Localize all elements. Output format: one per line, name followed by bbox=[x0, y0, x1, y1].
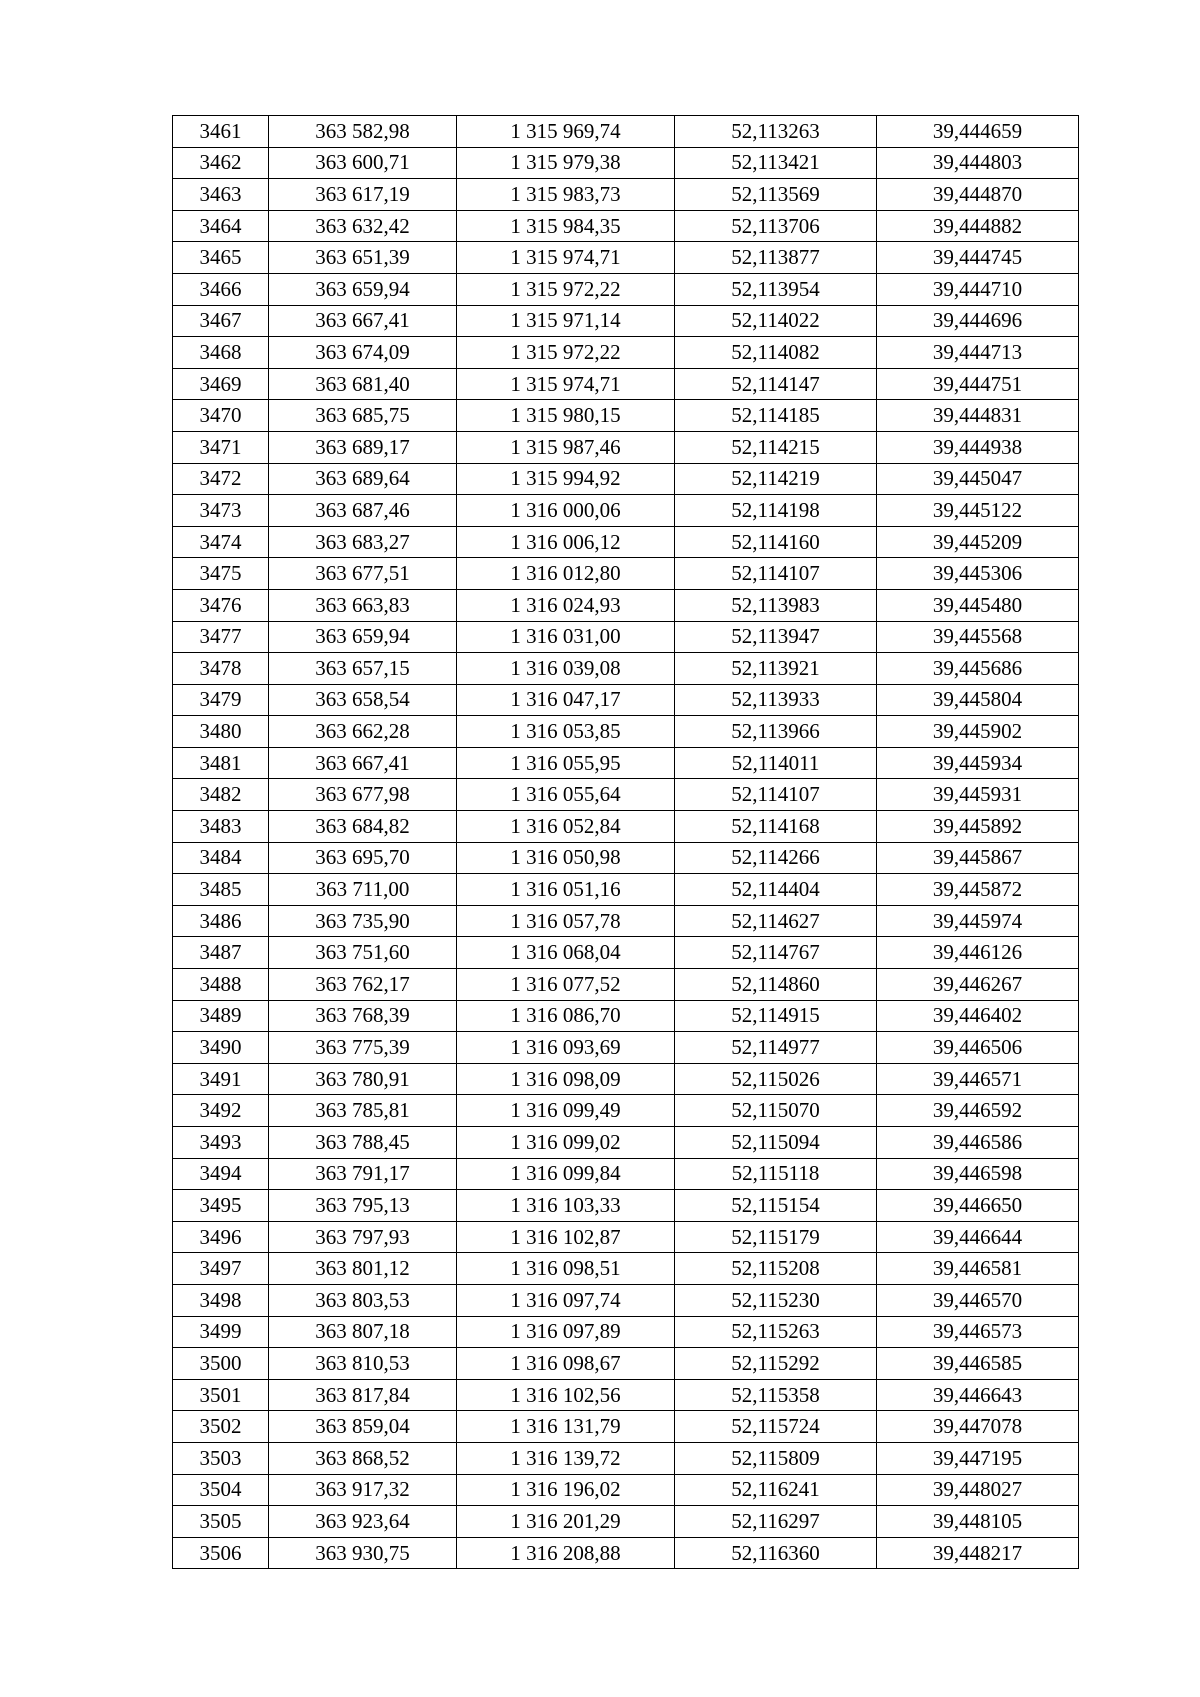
longitude-cell: 39,446573 bbox=[877, 1316, 1079, 1348]
y-coordinate-cell: 1 316 050,98 bbox=[457, 842, 675, 874]
table-row bbox=[173, 1127, 1079, 1159]
table-row bbox=[173, 1253, 1079, 1285]
x-coordinate-cell: 363 751,60 bbox=[269, 937, 457, 969]
x-coordinate-cell: 363 658,54 bbox=[269, 684, 457, 716]
point-number-cell: 3500 bbox=[173, 1348, 269, 1380]
latitude-cell: 52,114147 bbox=[675, 368, 877, 400]
y-coordinate-cell: 1 315 980,15 bbox=[457, 400, 675, 432]
longitude-cell: 39,444751 bbox=[877, 368, 1079, 400]
table-row bbox=[173, 779, 1079, 811]
table-row bbox=[173, 1316, 1079, 1348]
y-coordinate-cell: 1 316 057,78 bbox=[457, 905, 675, 937]
y-coordinate-cell: 1 316 196,02 bbox=[457, 1474, 675, 1506]
x-coordinate-cell: 363 859,04 bbox=[269, 1411, 457, 1443]
point-number-cell: 3492 bbox=[173, 1095, 269, 1127]
table-row bbox=[173, 400, 1079, 432]
point-number-cell: 3475 bbox=[173, 558, 269, 590]
x-coordinate-cell: 363 674,09 bbox=[269, 337, 457, 369]
point-number-cell: 3476 bbox=[173, 589, 269, 621]
y-coordinate-cell: 1 316 055,95 bbox=[457, 747, 675, 779]
y-coordinate-cell: 1 316 099,02 bbox=[457, 1127, 675, 1159]
x-coordinate-cell: 363 659,94 bbox=[269, 621, 457, 653]
point-number-cell: 3493 bbox=[173, 1127, 269, 1159]
table-row bbox=[173, 684, 1079, 716]
point-number-cell: 3480 bbox=[173, 716, 269, 748]
x-coordinate-cell: 363 930,75 bbox=[269, 1537, 457, 1569]
longitude-cell: 39,445686 bbox=[877, 653, 1079, 685]
point-number-cell: 3482 bbox=[173, 779, 269, 811]
point-number-cell: 3495 bbox=[173, 1190, 269, 1222]
point-number-cell: 3471 bbox=[173, 431, 269, 463]
y-coordinate-cell: 1 316 131,79 bbox=[457, 1411, 675, 1443]
x-coordinate-cell: 363 663,83 bbox=[269, 589, 457, 621]
point-number-cell: 3485 bbox=[173, 874, 269, 906]
latitude-cell: 52,115094 bbox=[675, 1127, 877, 1159]
y-coordinate-cell: 1 315 987,46 bbox=[457, 431, 675, 463]
table-row bbox=[173, 969, 1079, 1001]
table-row bbox=[173, 1000, 1079, 1032]
y-coordinate-cell: 1 315 969,74 bbox=[457, 116, 675, 148]
table-row bbox=[173, 1221, 1079, 1253]
x-coordinate-cell: 363 788,45 bbox=[269, 1127, 457, 1159]
latitude-cell: 52,113983 bbox=[675, 589, 877, 621]
latitude-cell: 52,115809 bbox=[675, 1442, 877, 1474]
x-coordinate-cell: 363 600,71 bbox=[269, 147, 457, 179]
table-row bbox=[173, 526, 1079, 558]
table-row bbox=[173, 621, 1079, 653]
longitude-cell: 39,446644 bbox=[877, 1221, 1079, 1253]
table-row bbox=[173, 874, 1079, 906]
longitude-cell: 39,445867 bbox=[877, 842, 1079, 874]
table-row bbox=[173, 811, 1079, 843]
point-number-cell: 3501 bbox=[173, 1379, 269, 1411]
longitude-cell: 39,444870 bbox=[877, 179, 1079, 211]
longitude-cell: 39,446571 bbox=[877, 1063, 1079, 1095]
latitude-cell: 52,114022 bbox=[675, 305, 877, 337]
latitude-cell: 52,113421 bbox=[675, 147, 877, 179]
table-row bbox=[173, 1284, 1079, 1316]
point-number-cell: 3504 bbox=[173, 1474, 269, 1506]
latitude-cell: 52,115724 bbox=[675, 1411, 877, 1443]
latitude-cell: 52,114198 bbox=[675, 495, 877, 527]
longitude-cell: 39,445931 bbox=[877, 779, 1079, 811]
y-coordinate-cell: 1 316 098,51 bbox=[457, 1253, 675, 1285]
longitude-cell: 39,445974 bbox=[877, 905, 1079, 937]
x-coordinate-cell: 363 632,42 bbox=[269, 210, 457, 242]
latitude-cell: 52,113706 bbox=[675, 210, 877, 242]
latitude-cell: 52,114082 bbox=[675, 337, 877, 369]
y-coordinate-cell: 1 316 012,80 bbox=[457, 558, 675, 590]
point-number-cell: 3472 bbox=[173, 463, 269, 495]
table-row bbox=[173, 305, 1079, 337]
point-number-cell: 3481 bbox=[173, 747, 269, 779]
x-coordinate-cell: 363 810,53 bbox=[269, 1348, 457, 1380]
point-number-cell: 3477 bbox=[173, 621, 269, 653]
y-coordinate-cell: 1 315 971,14 bbox=[457, 305, 675, 337]
x-coordinate-cell: 363 801,12 bbox=[269, 1253, 457, 1285]
longitude-cell: 39,444659 bbox=[877, 116, 1079, 148]
x-coordinate-cell: 363 684,82 bbox=[269, 811, 457, 843]
point-number-cell: 3461 bbox=[173, 116, 269, 148]
point-number-cell: 3498 bbox=[173, 1284, 269, 1316]
latitude-cell: 52,114160 bbox=[675, 526, 877, 558]
point-number-cell: 3483 bbox=[173, 811, 269, 843]
point-number-cell: 3488 bbox=[173, 969, 269, 1001]
point-number-cell: 3494 bbox=[173, 1158, 269, 1190]
y-coordinate-cell: 1 315 972,22 bbox=[457, 273, 675, 305]
y-coordinate-cell: 1 315 984,35 bbox=[457, 210, 675, 242]
latitude-cell: 52,115263 bbox=[675, 1316, 877, 1348]
table-row bbox=[173, 1506, 1079, 1538]
longitude-cell: 39,446592 bbox=[877, 1095, 1079, 1127]
longitude-cell: 39,446650 bbox=[877, 1190, 1079, 1222]
x-coordinate-cell: 363 651,39 bbox=[269, 242, 457, 274]
x-coordinate-cell: 363 797,93 bbox=[269, 1221, 457, 1253]
y-coordinate-cell: 1 316 053,85 bbox=[457, 716, 675, 748]
table-row bbox=[173, 937, 1079, 969]
longitude-cell: 39,445480 bbox=[877, 589, 1079, 621]
y-coordinate-cell: 1 316 098,09 bbox=[457, 1063, 675, 1095]
longitude-cell: 39,444696 bbox=[877, 305, 1079, 337]
table-row bbox=[173, 1158, 1079, 1190]
point-number-cell: 3468 bbox=[173, 337, 269, 369]
longitude-cell: 39,448217 bbox=[877, 1537, 1079, 1569]
latitude-cell: 52,115292 bbox=[675, 1348, 877, 1380]
y-coordinate-cell: 1 316 047,17 bbox=[457, 684, 675, 716]
longitude-cell: 39,446581 bbox=[877, 1253, 1079, 1285]
x-coordinate-cell: 363 795,13 bbox=[269, 1190, 457, 1222]
point-number-cell: 3487 bbox=[173, 937, 269, 969]
table-row bbox=[173, 337, 1079, 369]
table-row bbox=[173, 273, 1079, 305]
y-coordinate-cell: 1 316 099,49 bbox=[457, 1095, 675, 1127]
x-coordinate-cell: 363 683,27 bbox=[269, 526, 457, 558]
y-coordinate-cell: 1 315 994,92 bbox=[457, 463, 675, 495]
longitude-cell: 39,446126 bbox=[877, 937, 1079, 969]
longitude-cell: 39,446570 bbox=[877, 1284, 1079, 1316]
longitude-cell: 39,444710 bbox=[877, 273, 1079, 305]
point-number-cell: 3469 bbox=[173, 368, 269, 400]
longitude-cell: 39,445892 bbox=[877, 811, 1079, 843]
longitude-cell: 39,446402 bbox=[877, 1000, 1079, 1032]
table-row bbox=[173, 1190, 1079, 1222]
point-number-cell: 3489 bbox=[173, 1000, 269, 1032]
point-number-cell: 3479 bbox=[173, 684, 269, 716]
x-coordinate-cell: 363 689,17 bbox=[269, 431, 457, 463]
y-coordinate-cell: 1 316 103,33 bbox=[457, 1190, 675, 1222]
coordinates-table-body bbox=[173, 116, 1079, 1569]
table-row bbox=[173, 1442, 1079, 1474]
y-coordinate-cell: 1 316 031,00 bbox=[457, 621, 675, 653]
y-coordinate-cell: 1 316 099,84 bbox=[457, 1158, 675, 1190]
table-row bbox=[173, 716, 1079, 748]
longitude-cell: 39,447078 bbox=[877, 1411, 1079, 1443]
latitude-cell: 52,115070 bbox=[675, 1095, 877, 1127]
x-coordinate-cell: 363 685,75 bbox=[269, 400, 457, 432]
table-row bbox=[173, 558, 1079, 590]
x-coordinate-cell: 363 785,81 bbox=[269, 1095, 457, 1127]
point-number-cell: 3486 bbox=[173, 905, 269, 937]
longitude-cell: 39,444882 bbox=[877, 210, 1079, 242]
latitude-cell: 52,114185 bbox=[675, 400, 877, 432]
x-coordinate-cell: 363 617,19 bbox=[269, 179, 457, 211]
latitude-cell: 52,115026 bbox=[675, 1063, 877, 1095]
coordinates-table bbox=[172, 115, 1079, 1569]
longitude-cell: 39,445122 bbox=[877, 495, 1079, 527]
x-coordinate-cell: 363 868,52 bbox=[269, 1442, 457, 1474]
point-number-cell: 3466 bbox=[173, 273, 269, 305]
table-row bbox=[173, 1474, 1079, 1506]
x-coordinate-cell: 363 817,84 bbox=[269, 1379, 457, 1411]
y-coordinate-cell: 1 316 024,93 bbox=[457, 589, 675, 621]
point-number-cell: 3502 bbox=[173, 1411, 269, 1443]
latitude-cell: 52,116241 bbox=[675, 1474, 877, 1506]
x-coordinate-cell: 363 807,18 bbox=[269, 1316, 457, 1348]
x-coordinate-cell: 363 689,64 bbox=[269, 463, 457, 495]
longitude-cell: 39,446598 bbox=[877, 1158, 1079, 1190]
y-coordinate-cell: 1 316 055,64 bbox=[457, 779, 675, 811]
x-coordinate-cell: 363 681,40 bbox=[269, 368, 457, 400]
table-row bbox=[173, 147, 1079, 179]
point-number-cell: 3462 bbox=[173, 147, 269, 179]
longitude-cell: 39,446506 bbox=[877, 1032, 1079, 1064]
y-coordinate-cell: 1 316 000,06 bbox=[457, 495, 675, 527]
point-number-cell: 3473 bbox=[173, 495, 269, 527]
latitude-cell: 52,113966 bbox=[675, 716, 877, 748]
latitude-cell: 52,114404 bbox=[675, 874, 877, 906]
x-coordinate-cell: 363 687,46 bbox=[269, 495, 457, 527]
y-coordinate-cell: 1 316 086,70 bbox=[457, 1000, 675, 1032]
latitude-cell: 52,113569 bbox=[675, 179, 877, 211]
table-row bbox=[173, 842, 1079, 874]
latitude-cell: 52,115208 bbox=[675, 1253, 877, 1285]
table-row bbox=[173, 116, 1079, 148]
y-coordinate-cell: 1 316 093,69 bbox=[457, 1032, 675, 1064]
latitude-cell: 52,113263 bbox=[675, 116, 877, 148]
point-number-cell: 3503 bbox=[173, 1442, 269, 1474]
x-coordinate-cell: 363 657,15 bbox=[269, 653, 457, 685]
y-coordinate-cell: 1 316 039,08 bbox=[457, 653, 675, 685]
latitude-cell: 52,113877 bbox=[675, 242, 877, 274]
longitude-cell: 39,445209 bbox=[877, 526, 1079, 558]
table-row bbox=[173, 1379, 1079, 1411]
table-row bbox=[173, 905, 1079, 937]
latitude-cell: 52,113921 bbox=[675, 653, 877, 685]
y-coordinate-cell: 1 316 098,67 bbox=[457, 1348, 675, 1380]
table-row bbox=[173, 653, 1079, 685]
longitude-cell: 39,444938 bbox=[877, 431, 1079, 463]
longitude-cell: 39,445872 bbox=[877, 874, 1079, 906]
x-coordinate-cell: 363 768,39 bbox=[269, 1000, 457, 1032]
y-coordinate-cell: 1 315 974,71 bbox=[457, 368, 675, 400]
longitude-cell: 39,446643 bbox=[877, 1379, 1079, 1411]
table-row bbox=[173, 463, 1079, 495]
point-number-cell: 3490 bbox=[173, 1032, 269, 1064]
y-coordinate-cell: 1 316 051,16 bbox=[457, 874, 675, 906]
longitude-cell: 39,446585 bbox=[877, 1348, 1079, 1380]
latitude-cell: 52,115358 bbox=[675, 1379, 877, 1411]
x-coordinate-cell: 363 662,28 bbox=[269, 716, 457, 748]
point-number-cell: 3484 bbox=[173, 842, 269, 874]
latitude-cell: 52,114266 bbox=[675, 842, 877, 874]
longitude-cell: 39,445568 bbox=[877, 621, 1079, 653]
y-coordinate-cell: 1 316 006,12 bbox=[457, 526, 675, 558]
longitude-cell: 39,448105 bbox=[877, 1506, 1079, 1538]
x-coordinate-cell: 363 735,90 bbox=[269, 905, 457, 937]
table-row bbox=[173, 242, 1079, 274]
x-coordinate-cell: 363 677,98 bbox=[269, 779, 457, 811]
y-coordinate-cell: 1 315 983,73 bbox=[457, 179, 675, 211]
table-row bbox=[173, 1032, 1079, 1064]
table-row bbox=[173, 747, 1079, 779]
longitude-cell: 39,444745 bbox=[877, 242, 1079, 274]
point-number-cell: 3467 bbox=[173, 305, 269, 337]
table-row bbox=[173, 1411, 1079, 1443]
latitude-cell: 52,113947 bbox=[675, 621, 877, 653]
x-coordinate-cell: 363 695,70 bbox=[269, 842, 457, 874]
x-coordinate-cell: 363 659,94 bbox=[269, 273, 457, 305]
x-coordinate-cell: 363 917,32 bbox=[269, 1474, 457, 1506]
y-coordinate-cell: 1 316 201,29 bbox=[457, 1506, 675, 1538]
point-number-cell: 3464 bbox=[173, 210, 269, 242]
point-number-cell: 3463 bbox=[173, 179, 269, 211]
latitude-cell: 52,115230 bbox=[675, 1284, 877, 1316]
y-coordinate-cell: 1 315 974,71 bbox=[457, 242, 675, 274]
table-row bbox=[173, 1063, 1079, 1095]
longitude-cell: 39,444831 bbox=[877, 400, 1079, 432]
x-coordinate-cell: 363 803,53 bbox=[269, 1284, 457, 1316]
latitude-cell: 52,114860 bbox=[675, 969, 877, 1001]
latitude-cell: 52,114107 bbox=[675, 779, 877, 811]
latitude-cell: 52,115179 bbox=[675, 1221, 877, 1253]
x-coordinate-cell: 363 762,17 bbox=[269, 969, 457, 1001]
table-row bbox=[173, 1095, 1079, 1127]
point-number-cell: 3506 bbox=[173, 1537, 269, 1569]
longitude-cell: 39,444803 bbox=[877, 147, 1079, 179]
table-row bbox=[173, 1348, 1079, 1380]
point-number-cell: 3497 bbox=[173, 1253, 269, 1285]
latitude-cell: 52,116360 bbox=[675, 1537, 877, 1569]
x-coordinate-cell: 363 582,98 bbox=[269, 116, 457, 148]
point-number-cell: 3496 bbox=[173, 1221, 269, 1253]
longitude-cell: 39,445902 bbox=[877, 716, 1079, 748]
x-coordinate-cell: 363 791,17 bbox=[269, 1158, 457, 1190]
point-number-cell: 3474 bbox=[173, 526, 269, 558]
x-coordinate-cell: 363 667,41 bbox=[269, 305, 457, 337]
y-coordinate-cell: 1 316 139,72 bbox=[457, 1442, 675, 1474]
latitude-cell: 52,114627 bbox=[675, 905, 877, 937]
latitude-cell: 52,115154 bbox=[675, 1190, 877, 1222]
y-coordinate-cell: 1 316 052,84 bbox=[457, 811, 675, 843]
y-coordinate-cell: 1 316 068,04 bbox=[457, 937, 675, 969]
point-number-cell: 3499 bbox=[173, 1316, 269, 1348]
longitude-cell: 39,448027 bbox=[877, 1474, 1079, 1506]
table-row bbox=[173, 589, 1079, 621]
table-row bbox=[173, 1537, 1079, 1569]
longitude-cell: 39,446267 bbox=[877, 969, 1079, 1001]
latitude-cell: 52,114915 bbox=[675, 1000, 877, 1032]
latitude-cell: 52,114168 bbox=[675, 811, 877, 843]
y-coordinate-cell: 1 315 972,22 bbox=[457, 337, 675, 369]
y-coordinate-cell: 1 316 097,89 bbox=[457, 1316, 675, 1348]
y-coordinate-cell: 1 316 102,87 bbox=[457, 1221, 675, 1253]
latitude-cell: 52,113933 bbox=[675, 684, 877, 716]
latitude-cell: 52,115118 bbox=[675, 1158, 877, 1190]
x-coordinate-cell: 363 775,39 bbox=[269, 1032, 457, 1064]
point-number-cell: 3465 bbox=[173, 242, 269, 274]
point-number-cell: 3470 bbox=[173, 400, 269, 432]
latitude-cell: 52,114107 bbox=[675, 558, 877, 590]
longitude-cell: 39,445306 bbox=[877, 558, 1079, 590]
latitude-cell: 52,114219 bbox=[675, 463, 877, 495]
x-coordinate-cell: 363 677,51 bbox=[269, 558, 457, 590]
latitude-cell: 52,116297 bbox=[675, 1506, 877, 1538]
y-coordinate-cell: 1 315 979,38 bbox=[457, 147, 675, 179]
y-coordinate-cell: 1 316 097,74 bbox=[457, 1284, 675, 1316]
longitude-cell: 39,444713 bbox=[877, 337, 1079, 369]
point-number-cell: 3491 bbox=[173, 1063, 269, 1095]
table-row bbox=[173, 368, 1079, 400]
table-row bbox=[173, 179, 1079, 211]
y-coordinate-cell: 1 316 077,52 bbox=[457, 969, 675, 1001]
table-row bbox=[173, 431, 1079, 463]
latitude-cell: 52,114767 bbox=[675, 937, 877, 969]
longitude-cell: 39,446586 bbox=[877, 1127, 1079, 1159]
table-row bbox=[173, 210, 1079, 242]
y-coordinate-cell: 1 316 208,88 bbox=[457, 1537, 675, 1569]
x-coordinate-cell: 363 780,91 bbox=[269, 1063, 457, 1095]
longitude-cell: 39,445804 bbox=[877, 684, 1079, 716]
longitude-cell: 39,447195 bbox=[877, 1442, 1079, 1474]
table-row bbox=[173, 495, 1079, 527]
latitude-cell: 52,114215 bbox=[675, 431, 877, 463]
longitude-cell: 39,445047 bbox=[877, 463, 1079, 495]
x-coordinate-cell: 363 667,41 bbox=[269, 747, 457, 779]
latitude-cell: 52,114011 bbox=[675, 747, 877, 779]
point-number-cell: 3505 bbox=[173, 1506, 269, 1538]
x-coordinate-cell: 363 923,64 bbox=[269, 1506, 457, 1538]
point-number-cell: 3478 bbox=[173, 653, 269, 685]
y-coordinate-cell: 1 316 102,56 bbox=[457, 1379, 675, 1411]
latitude-cell: 52,113954 bbox=[675, 273, 877, 305]
latitude-cell: 52,114977 bbox=[675, 1032, 877, 1064]
longitude-cell: 39,445934 bbox=[877, 747, 1079, 779]
x-coordinate-cell: 363 711,00 bbox=[269, 874, 457, 906]
